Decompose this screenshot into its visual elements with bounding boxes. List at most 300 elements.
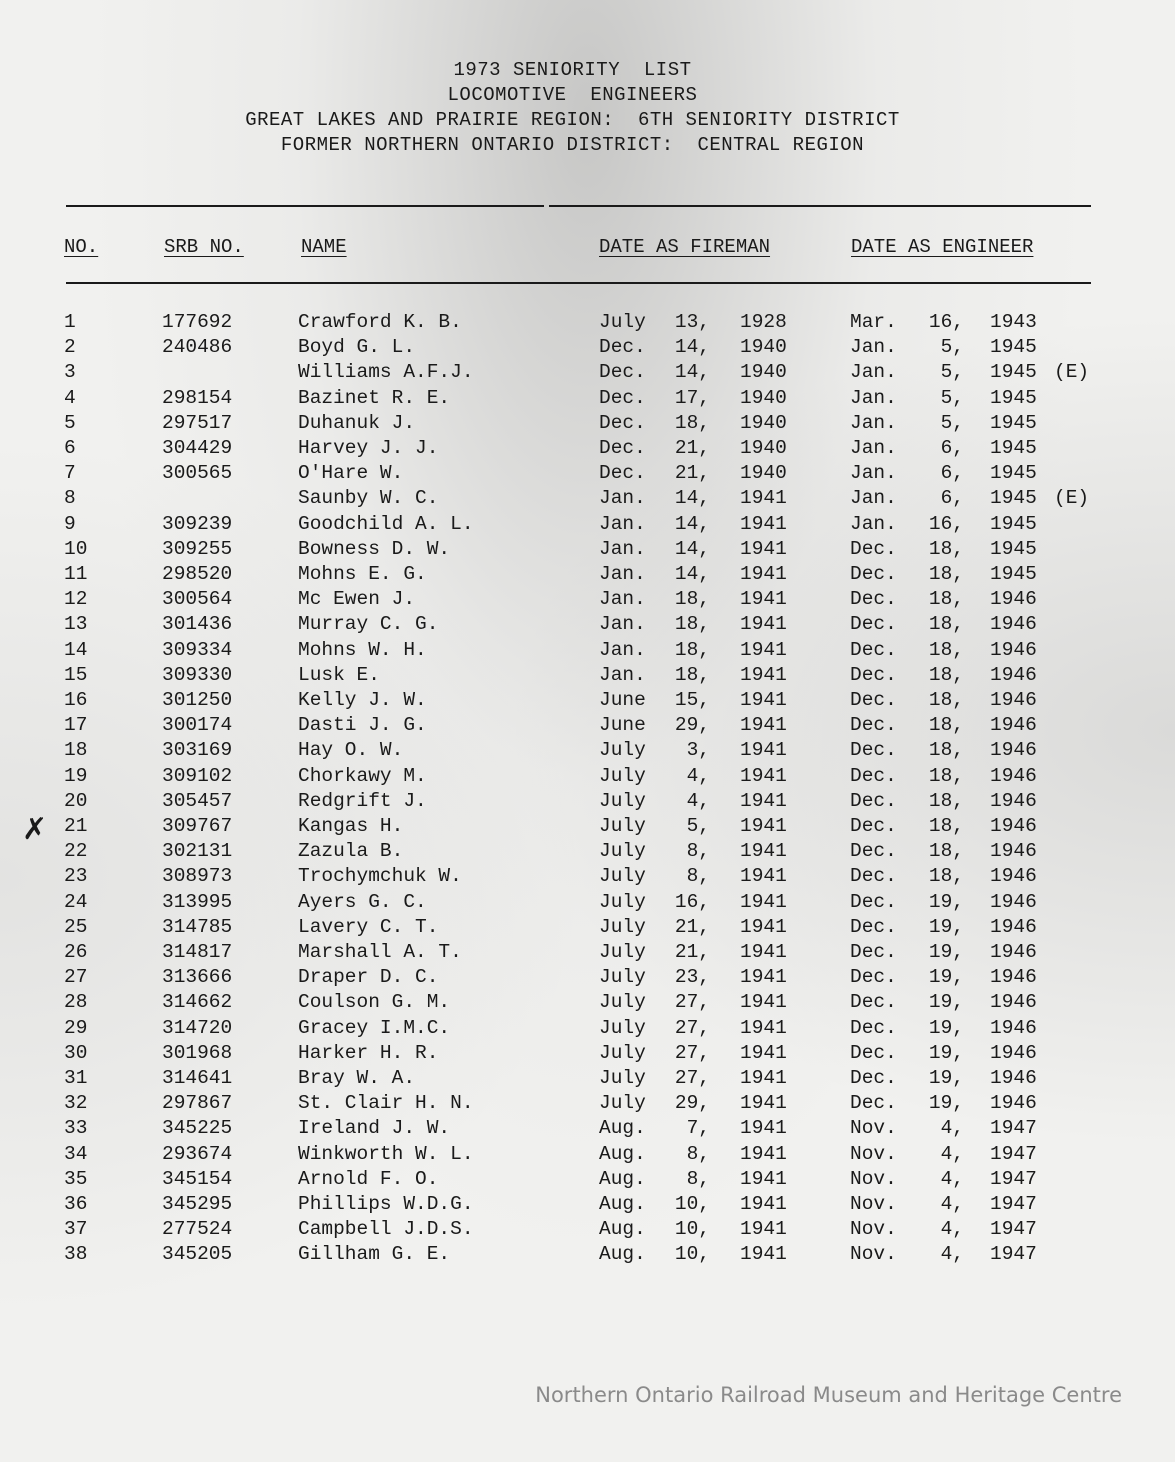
srb-number: 308973 — [162, 865, 233, 888]
engineer-day: 5, — [940, 411, 964, 434]
fireman-year: 1941 — [740, 815, 787, 837]
table-row — [0, 613, 1175, 638]
employee-name: Bray W. A. — [298, 1067, 416, 1089]
fireman-month: July — [599, 764, 646, 787]
fireman-year: 1941 — [740, 1193, 787, 1215]
note-flag: (E) — [1054, 487, 1090, 510]
srb-number: 309334 — [162, 638, 233, 661]
engineer-month: Nov. — [850, 1117, 897, 1140]
srb-number: 303169 — [162, 739, 233, 762]
table-row — [0, 790, 1175, 815]
fireman-year: 1941 — [740, 512, 787, 535]
engineer-year: 1945 — [990, 411, 1037, 434]
engineer-year: 1947 — [990, 1243, 1037, 1266]
top-rule-right — [549, 205, 1091, 207]
engineer-year: 1946 — [990, 890, 1037, 913]
engineer-month: Dec. — [850, 789, 897, 812]
employee-name: Zazula B. — [298, 840, 404, 863]
fireman-month: July — [599, 739, 646, 762]
engineer-day: 5, — [940, 386, 964, 409]
fireman-day: 14, — [674, 487, 710, 510]
engineer-day: 18, — [928, 563, 964, 585]
engineer-year: 1946 — [990, 1041, 1037, 1064]
fireman-month: Jan. — [599, 613, 646, 636]
engineer-month: Dec. — [850, 1067, 897, 1089]
table-row — [0, 336, 1175, 361]
row-number: 37 — [64, 1218, 88, 1241]
fireman-day: 14, — [674, 361, 710, 384]
engineer-day: 6, — [940, 462, 964, 485]
table-row — [0, 1017, 1175, 1042]
fireman-year: 1941 — [740, 941, 787, 963]
fireman-day: 8, — [686, 1167, 710, 1190]
fireman-month: Aug. — [599, 1142, 646, 1165]
srb-number: 313666 — [162, 966, 233, 989]
srb-number: 309239 — [162, 512, 233, 535]
fireman-day: 10, — [674, 1193, 710, 1215]
employee-name: Gracey I.M.C. — [298, 1016, 451, 1039]
employee-name: Mohns E. G. — [298, 563, 427, 585]
fireman-year: 1941 — [740, 1142, 787, 1165]
fireman-month: Aug. — [599, 1243, 646, 1266]
fireman-year: 1941 — [740, 1167, 787, 1190]
header-rule — [66, 282, 1091, 284]
engineer-day: 19, — [928, 890, 964, 913]
row-number: 26 — [64, 941, 88, 963]
employee-name: Marshall A. T. — [298, 941, 462, 963]
engineer-month: Dec. — [850, 1041, 897, 1064]
fireman-year: 1940 — [740, 462, 787, 485]
engineer-day: 6, — [940, 437, 964, 459]
fireman-month: Jan. — [599, 512, 646, 535]
fireman-day: 8, — [686, 1142, 710, 1165]
engineer-year: 1945 — [990, 437, 1037, 459]
col-header-name: NAME — [301, 236, 347, 258]
row-number: 8 — [64, 487, 76, 510]
fireman-day: 27, — [674, 1016, 710, 1039]
table-row — [0, 840, 1175, 865]
srb-number: 313995 — [162, 890, 233, 913]
fireman-day: 10, — [674, 1243, 710, 1266]
fireman-year: 1940 — [740, 336, 787, 359]
fireman-day: 4, — [686, 764, 710, 787]
fireman-day: 27, — [674, 991, 710, 1014]
engineer-day: 18, — [928, 638, 964, 661]
engineer-month: Dec. — [850, 966, 897, 989]
fireman-month: Jan. — [599, 638, 646, 661]
fireman-year: 1941 — [740, 1067, 787, 1089]
employee-name: Bowness D. W. — [298, 537, 451, 560]
row-number: 34 — [64, 1142, 88, 1165]
row-number: 20 — [64, 789, 88, 812]
fireman-day: 21, — [674, 437, 710, 459]
employee-name: Harker H. R. — [298, 1041, 439, 1064]
row-number: 19 — [64, 764, 88, 787]
fireman-year: 1941 — [740, 840, 787, 863]
row-number: 21 — [64, 815, 88, 837]
engineer-day: 19, — [928, 915, 964, 938]
fireman-day: 15, — [674, 689, 710, 711]
employee-name: Williams A.F.J. — [298, 361, 474, 384]
col-header-engineer: DATE AS ENGINEER — [851, 236, 1034, 258]
employee-name: Ayers G. C. — [298, 890, 427, 913]
engineer-year: 1947 — [990, 1117, 1037, 1140]
table-row — [0, 865, 1175, 890]
engineer-year: 1945 — [990, 386, 1037, 409]
table-row — [0, 538, 1175, 563]
engineer-year: 1945 — [990, 563, 1037, 585]
fireman-month: Jan. — [599, 537, 646, 560]
row-number: 18 — [64, 739, 88, 762]
srb-number: 293674 — [162, 1142, 233, 1165]
fireman-year: 1940 — [740, 411, 787, 434]
table-row — [0, 1218, 1175, 1243]
engineer-day: 19, — [928, 1067, 964, 1089]
fireman-year: 1941 — [740, 638, 787, 661]
employee-name: Bazinet R. E. — [298, 386, 451, 409]
table-row — [0, 588, 1175, 613]
engineer-month: Jan. — [850, 411, 897, 434]
srb-number: 300174 — [162, 714, 233, 737]
engineer-year: 1946 — [990, 613, 1037, 636]
list-title: 1973 SENIORITY LIST — [453, 59, 692, 81]
employee-name: Campbell J.D.S. — [298, 1218, 474, 1241]
engineer-year: 1945 — [990, 336, 1037, 359]
fireman-day: 8, — [686, 840, 710, 863]
table-row — [0, 311, 1175, 336]
fireman-year: 1928 — [740, 311, 787, 333]
fireman-month: July — [599, 1067, 646, 1089]
row-number: 32 — [64, 1092, 88, 1115]
engineer-month: Dec. — [850, 865, 897, 888]
employee-name: Murray C. G. — [298, 613, 439, 636]
row-number: 15 — [64, 663, 88, 686]
employee-name: Harvey J. J. — [298, 437, 439, 459]
fireman-day: 27, — [674, 1041, 710, 1064]
fireman-day: 8, — [686, 865, 710, 888]
engineer-year: 1946 — [990, 663, 1037, 686]
document-header — [0, 58, 1145, 158]
fireman-day: 21, — [674, 915, 710, 938]
srb-number: 345295 — [162, 1193, 233, 1215]
employee-name: Trochymchuk W. — [298, 865, 462, 888]
engineer-month: Dec. — [850, 588, 897, 611]
engineer-year: 1946 — [990, 638, 1037, 661]
fireman-month: July — [599, 865, 646, 888]
fireman-month: July — [599, 311, 646, 333]
engineer-month: Dec. — [850, 1092, 897, 1115]
fireman-year: 1941 — [740, 739, 787, 762]
row-number: 2 — [64, 336, 76, 359]
table-row — [0, 941, 1175, 966]
employee-name: Coulson G. M. — [298, 991, 451, 1014]
row-number: 3 — [64, 361, 76, 384]
srb-number: 314662 — [162, 991, 233, 1014]
table-row — [0, 513, 1175, 538]
fireman-month: Aug. — [599, 1117, 646, 1140]
employee-name: Arnold F. O. — [298, 1167, 439, 1190]
srb-number: 297517 — [162, 411, 233, 434]
fireman-day: 18, — [674, 613, 710, 636]
srb-number: 301250 — [162, 689, 233, 711]
fireman-day: 18, — [674, 588, 710, 611]
fireman-day: 18, — [674, 638, 710, 661]
table-row — [0, 1117, 1175, 1142]
note-flag: (E) — [1054, 361, 1090, 384]
engineer-day: 4, — [940, 1193, 964, 1215]
table-row — [0, 563, 1175, 588]
engineer-month: Dec. — [850, 714, 897, 737]
srb-number: 240486 — [162, 336, 233, 359]
srb-number: 345205 — [162, 1243, 233, 1266]
srb-number: 301436 — [162, 613, 233, 636]
table-row — [0, 462, 1175, 487]
engineer-month: Dec. — [850, 991, 897, 1014]
table-row — [0, 387, 1175, 412]
employee-name: Redgrift J. — [298, 789, 427, 812]
table-row — [0, 765, 1175, 790]
engineer-month: Jan. — [850, 336, 897, 359]
srb-number: 297867 — [162, 1092, 233, 1115]
row-number: 6 — [64, 437, 76, 459]
fireman-month: Jan. — [599, 663, 646, 686]
table-row — [0, 1168, 1175, 1193]
fireman-month: Aug. — [599, 1167, 646, 1190]
engineer-month: Dec. — [850, 663, 897, 686]
row-number: 7 — [64, 462, 76, 485]
fireman-month: July — [599, 1041, 646, 1064]
table-row — [0, 1243, 1175, 1268]
row-number: 27 — [64, 966, 88, 989]
fireman-year: 1941 — [740, 663, 787, 686]
fireman-month: Jan. — [599, 487, 646, 510]
fireman-day: 4, — [686, 789, 710, 812]
engineer-year: 1946 — [990, 840, 1037, 863]
engineer-day: 4, — [940, 1167, 964, 1190]
engineer-year: 1946 — [990, 941, 1037, 963]
table-row — [0, 891, 1175, 916]
fireman-year: 1941 — [740, 991, 787, 1014]
row-number: 9 — [64, 512, 76, 535]
fireman-year: 1941 — [740, 563, 787, 585]
row-number: 16 — [64, 689, 88, 711]
fireman-year: 1941 — [740, 789, 787, 812]
engineer-month: Dec. — [850, 915, 897, 938]
engineer-day: 18, — [928, 865, 964, 888]
fireman-day: 23, — [674, 966, 710, 989]
fireman-year: 1941 — [740, 764, 787, 787]
row-number: 38 — [64, 1243, 88, 1266]
engineer-month: Jan. — [850, 512, 897, 535]
fireman-month: June — [599, 714, 646, 737]
engineer-month: Dec. — [850, 613, 897, 636]
engineer-month: Dec. — [850, 638, 897, 661]
row-number: 24 — [64, 890, 88, 913]
engineer-day: 18, — [928, 764, 964, 787]
employee-name: Mohns W. H. — [298, 638, 427, 661]
table-row — [0, 361, 1175, 386]
engineer-year: 1947 — [990, 1193, 1037, 1215]
table-row — [0, 487, 1175, 512]
srb-number: 301968 — [162, 1041, 233, 1064]
row-number: 10 — [64, 537, 88, 560]
engineer-month: Dec. — [850, 890, 897, 913]
employee-name: Saunby W. C. — [298, 487, 439, 510]
engineer-year: 1946 — [990, 789, 1037, 812]
srb-number: 300564 — [162, 588, 233, 611]
fireman-day: 14, — [674, 563, 710, 585]
table-row — [0, 739, 1175, 764]
srb-number: 309767 — [162, 815, 233, 837]
fireman-day: 10, — [674, 1218, 710, 1241]
engineer-day: 19, — [928, 991, 964, 1014]
fireman-month: Aug. — [599, 1218, 646, 1241]
srb-number: 277524 — [162, 1218, 233, 1241]
engineer-day: 19, — [928, 1016, 964, 1039]
engineer-year: 1947 — [990, 1218, 1037, 1241]
table-row — [0, 689, 1175, 714]
fireman-year: 1941 — [740, 966, 787, 989]
srb-number: 298154 — [162, 386, 233, 409]
row-number: 31 — [64, 1067, 88, 1089]
row-number: 30 — [64, 1041, 88, 1064]
table-row — [0, 639, 1175, 664]
museum-watermark: Northern Ontario Railroad Museum and Heritage Centre — [535, 1383, 1122, 1407]
srb-number: 345154 — [162, 1167, 233, 1190]
srb-number: 309255 — [162, 537, 233, 560]
engineer-day: 18, — [928, 689, 964, 711]
engineer-month: Dec. — [850, 840, 897, 863]
srb-number: 300565 — [162, 462, 233, 485]
engineer-year: 1946 — [990, 991, 1037, 1014]
engineer-year: 1947 — [990, 1142, 1037, 1165]
fireman-day: 14, — [674, 336, 710, 359]
engineer-month: Jan. — [850, 487, 897, 510]
fireman-month: July — [599, 1016, 646, 1039]
row-number: 35 — [64, 1167, 88, 1190]
srb-number: 304429 — [162, 437, 233, 459]
fireman-month: Aug. — [599, 1193, 646, 1215]
engineer-day: 18, — [928, 840, 964, 863]
engineer-year: 1946 — [990, 865, 1037, 888]
row-number: 25 — [64, 915, 88, 938]
engineer-month: Dec. — [850, 941, 897, 963]
margin-check-mark: ✗ — [22, 812, 48, 847]
employee-name: Hay O. W. — [298, 739, 404, 762]
srb-number: 345225 — [162, 1117, 233, 1140]
employee-name: Lavery C. T. — [298, 915, 439, 938]
engineer-year: 1946 — [990, 815, 1037, 837]
fireman-day: 18, — [674, 663, 710, 686]
engineer-day: 4, — [940, 1243, 964, 1266]
table-row — [0, 1193, 1175, 1218]
fireman-month: July — [599, 840, 646, 863]
employee-name: Draper D. C. — [298, 966, 439, 989]
engineer-month: Nov. — [850, 1193, 897, 1215]
srb-number: 309102 — [162, 764, 233, 787]
fireman-day: 7, — [686, 1117, 710, 1140]
row-number: 12 — [64, 588, 88, 611]
engineer-year: 1946 — [990, 915, 1037, 938]
engineer-year: 1945 — [990, 462, 1037, 485]
engineer-month: Jan. — [850, 361, 897, 384]
engineer-month: Mar. — [850, 311, 897, 333]
srb-number: 302131 — [162, 840, 233, 863]
employee-name: O'Hare W. — [298, 462, 404, 485]
fireman-month: July — [599, 815, 646, 837]
col-header-srb: SRB NO. — [164, 236, 244, 258]
engineer-year: 1945 — [990, 512, 1037, 535]
fireman-month: Dec. — [599, 411, 646, 434]
table-row — [0, 916, 1175, 941]
engineer-year: 1945 — [990, 361, 1037, 384]
fireman-day: 14, — [674, 512, 710, 535]
fireman-month: July — [599, 789, 646, 812]
fireman-month: Dec. — [599, 386, 646, 409]
row-number: 17 — [64, 714, 88, 737]
table-row — [0, 412, 1175, 437]
fireman-month: July — [599, 915, 646, 938]
row-number: 1 — [64, 311, 76, 333]
fireman-year: 1941 — [740, 588, 787, 611]
fireman-year: 1941 — [740, 1117, 787, 1140]
srb-number: 305457 — [162, 789, 233, 812]
table-row — [0, 991, 1175, 1016]
fireman-year: 1941 — [740, 1243, 787, 1266]
employee-name: Phillips W.D.G. — [298, 1193, 474, 1215]
engineer-month: Dec. — [850, 764, 897, 787]
engineer-day: 18, — [928, 739, 964, 762]
fireman-year: 1941 — [740, 487, 787, 510]
fireman-month: July — [599, 966, 646, 989]
employee-name: Gillham G. E. — [298, 1243, 451, 1266]
fireman-month: July — [599, 991, 646, 1014]
table-row — [0, 1143, 1175, 1168]
engineer-day: 19, — [928, 941, 964, 963]
engineer-year: 1946 — [990, 714, 1037, 737]
engineer-year: 1943 — [990, 311, 1037, 333]
fireman-day: 18, — [674, 411, 710, 434]
engineer-day: 19, — [928, 966, 964, 989]
fireman-year: 1941 — [740, 1218, 787, 1241]
fireman-month: July — [599, 890, 646, 913]
srb-number: 314785 — [162, 915, 233, 938]
srb-number: 309330 — [162, 663, 233, 686]
employee-name: St. Clair H. N. — [298, 1092, 474, 1115]
row-number: 14 — [64, 638, 88, 661]
engineer-year: 1945 — [990, 537, 1037, 560]
employee-name: Boyd G. L. — [298, 336, 416, 359]
row-number: 5 — [64, 411, 76, 434]
employee-name: Winkworth W. L. — [298, 1142, 474, 1165]
employee-name: Mc Ewen J. — [298, 588, 416, 611]
row-number: 36 — [64, 1193, 88, 1215]
engineer-day: 18, — [928, 663, 964, 686]
fireman-year: 1941 — [740, 865, 787, 888]
fireman-year: 1941 — [740, 537, 787, 560]
engineer-day: 16, — [928, 512, 964, 535]
fireman-month: June — [599, 689, 646, 711]
col-header-fireman: DATE AS FIREMAN — [599, 236, 771, 258]
engineer-year: 1946 — [990, 1092, 1037, 1115]
engineer-day: 5, — [940, 361, 964, 384]
engineer-year: 1945 — [990, 487, 1037, 510]
employee-name: Kelly J. W. — [298, 689, 427, 711]
fireman-month: Dec. — [599, 462, 646, 485]
engineer-month: Nov. — [850, 1167, 897, 1190]
engineer-month: Jan. — [850, 386, 897, 409]
employee-name: Crawford K. B. — [298, 311, 462, 333]
